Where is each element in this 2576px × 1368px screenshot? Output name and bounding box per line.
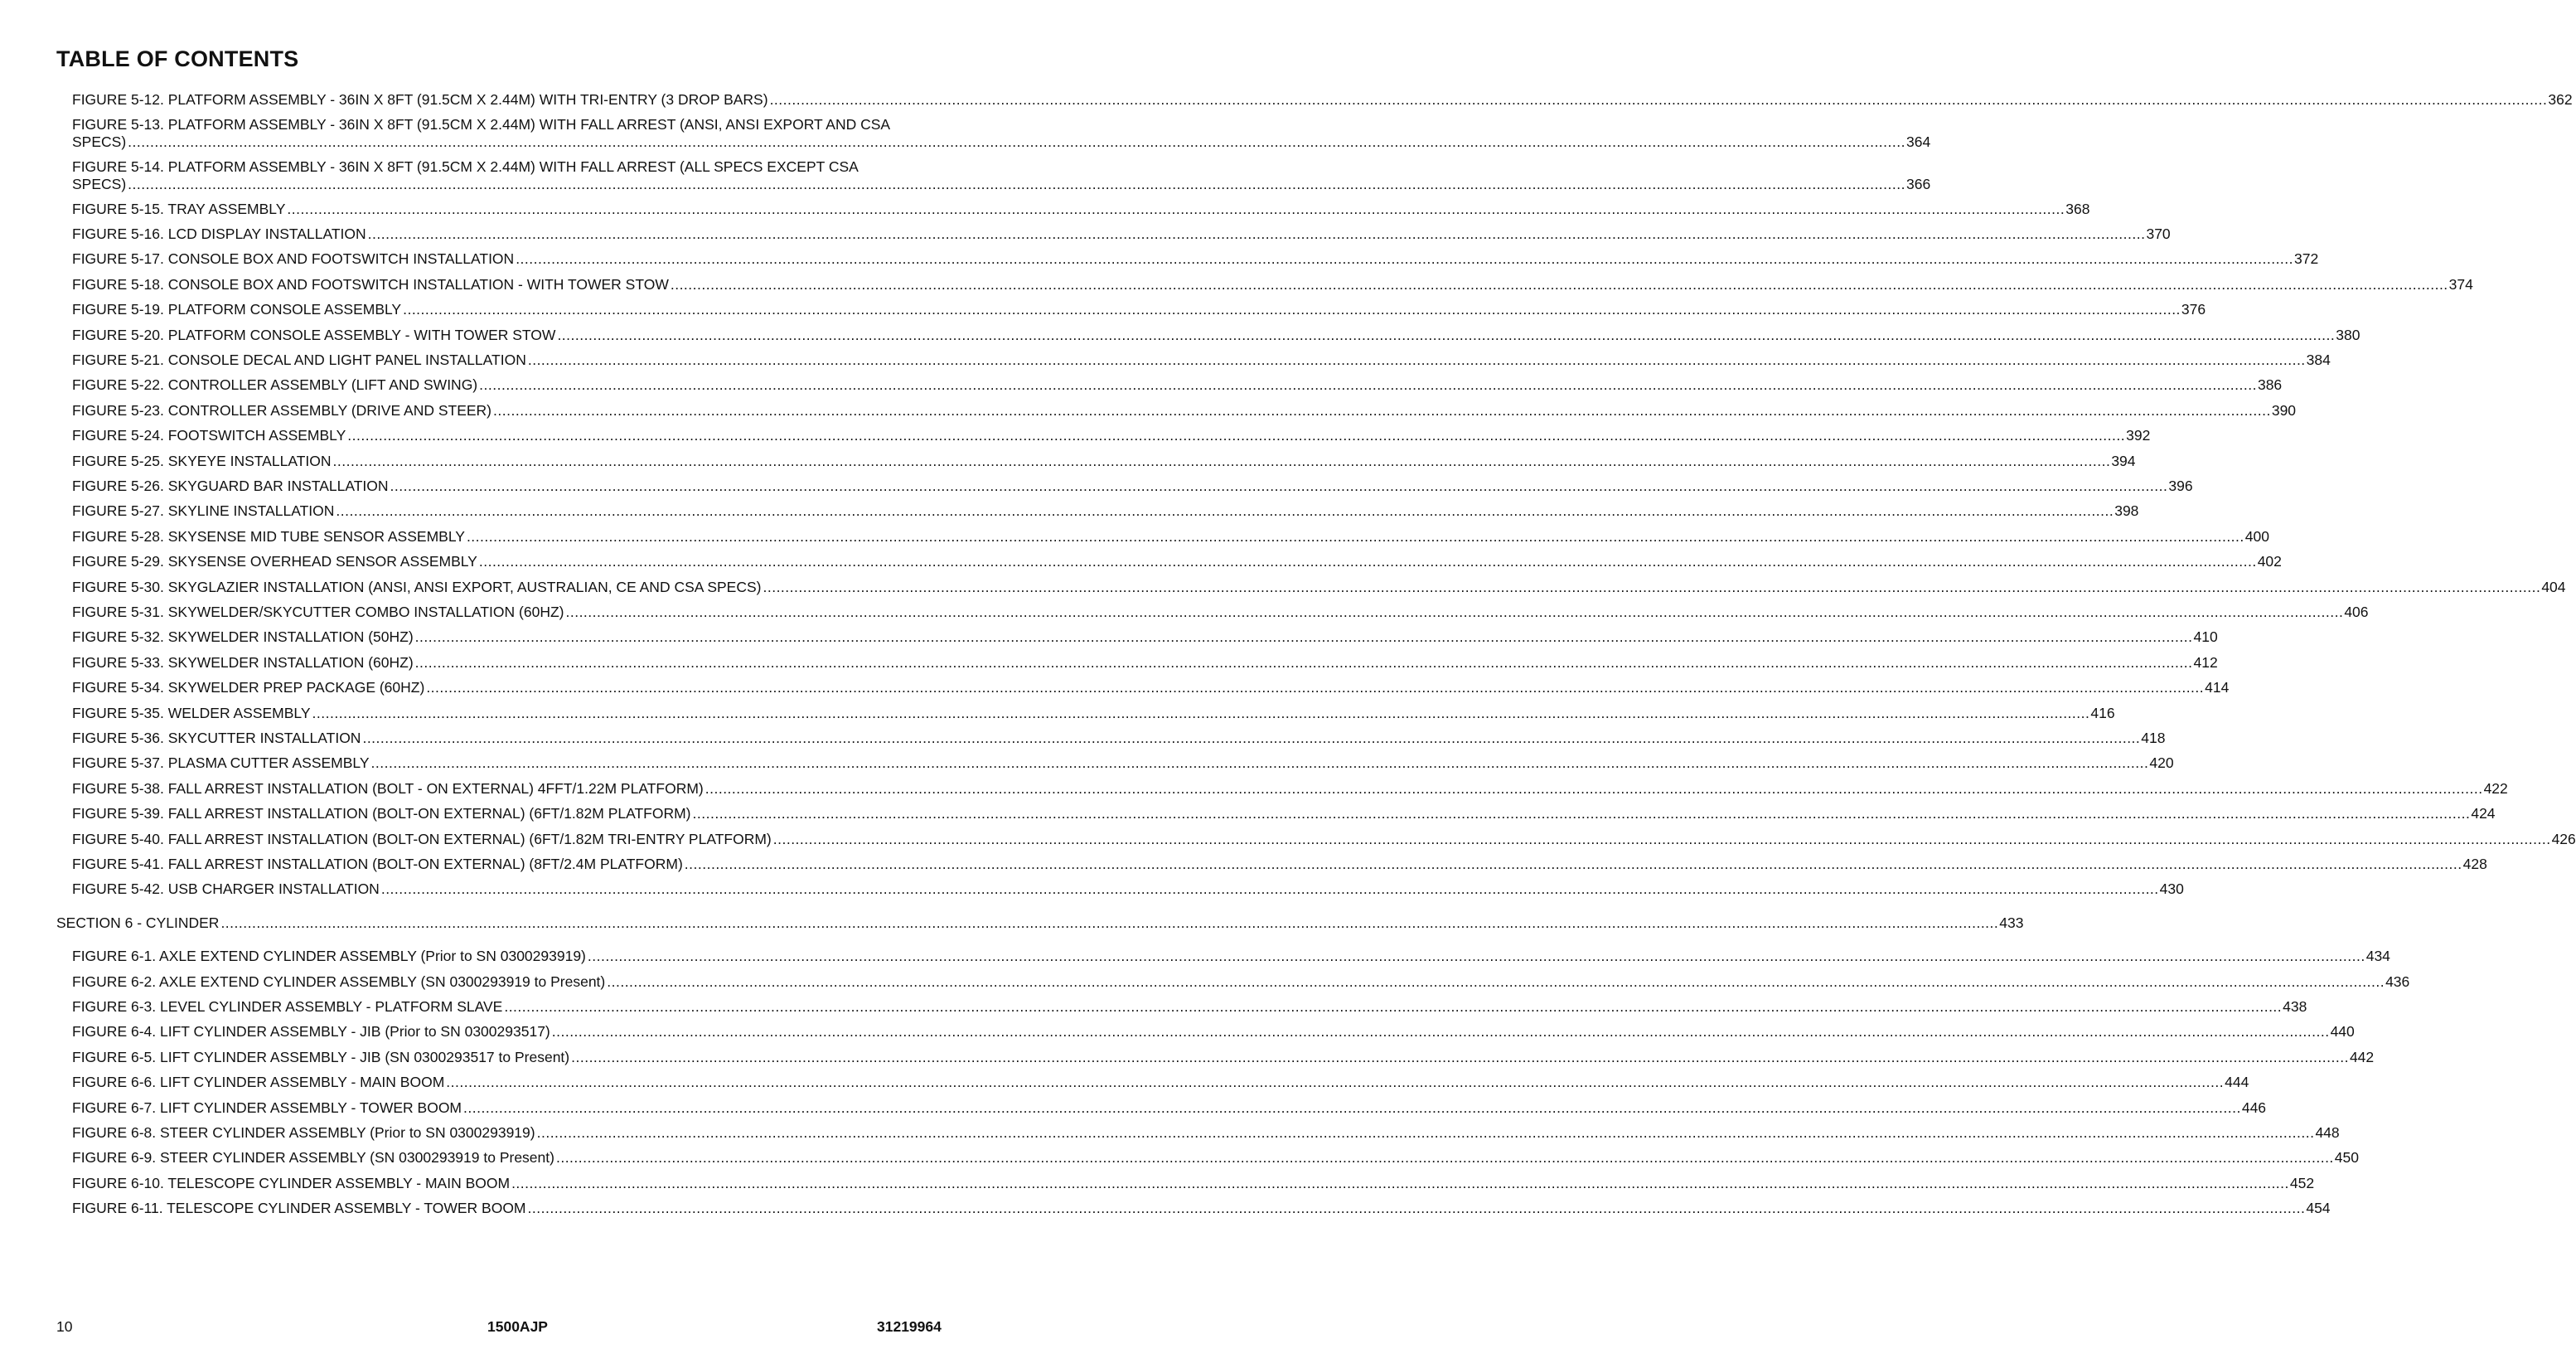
toc-entry-page-number: 390 bbox=[2271, 401, 2297, 419]
toc-figure-entry[interactable] bbox=[72, 502, 2139, 520]
dot-leader: ................................................................................................................................................................................................................................................................................................................................................................................................................ bbox=[769, 91, 2548, 108]
toc-entry-row bbox=[72, 326, 2361, 344]
toc-entry-title: FIGURE 6-3. LEVEL CYLINDER ASSEMBLY - PLATFORM SLAVE bbox=[72, 998, 503, 1015]
toc-figure-entry[interactable] bbox=[72, 158, 1931, 193]
toc-figure-entry[interactable] bbox=[72, 653, 2218, 672]
toc-entry-title: FIGURE 5-24. FOOTSWITCH ASSEMBLY bbox=[72, 427, 346, 444]
toc-entry-page-number: 384 bbox=[2306, 352, 2331, 368]
toc-figure-entry[interactable] bbox=[72, 754, 2174, 772]
toc-figure-entry[interactable] bbox=[72, 730, 2166, 747]
toc-entry-page-number: 374 bbox=[2448, 275, 2473, 293]
dot-leader: ................................................................................................................................................................................................................................................................................................................................................................................................................ bbox=[772, 830, 2551, 847]
toc-entry-title: FIGURE 5-18. CONSOLE BOX AND FOOTSWITCH INSTALLATION - WITH TOWER STOW bbox=[72, 275, 669, 293]
dot-leader: ................................................................................................................................................................................................................................................................................................................................................................................................................ bbox=[463, 1099, 2241, 1116]
toc-figure-entry[interactable] bbox=[72, 1200, 2331, 1217]
toc-entry-title: FIGURE 5-31. SKYWELDER/SKYCUTTER COMBO INSTALLATION (60HZ) bbox=[72, 604, 564, 620]
toc-figure-entry[interactable] bbox=[72, 856, 2487, 873]
dot-leader: ................................................................................................................................................................................................................................................................................................................................................................................................................ bbox=[551, 1023, 2330, 1041]
dot-leader: ................................................................................................................................................................................................................................................................................................................................................................................................................ bbox=[565, 604, 2344, 620]
toc-entry-page-number: 368 bbox=[2065, 200, 2090, 217]
toc-entry-title: FIGURE 5-40. FALL ARREST INSTALLATION (BOLT-ON EXTERNAL) (6FT/1.82M TRI-ENTRY PLATFORM) bbox=[72, 830, 772, 847]
dot-leader: ................................................................................................................................................................................................................................................................................................................................................................................................................ bbox=[414, 653, 2193, 671]
toc-entry-row bbox=[72, 133, 1931, 151]
toc-entry-row bbox=[72, 730, 2166, 747]
toc-entry-row bbox=[72, 502, 2139, 520]
dot-leader: ................................................................................................................................................................................................................................................................................................................................................................................................................ bbox=[390, 478, 2168, 494]
footer-model: 1500AJP bbox=[487, 1318, 548, 1335]
toc-entry-row bbox=[72, 1099, 2267, 1117]
toc-entry-title: FIGURE 5-39. FALL ARREST INSTALLATION (BOLT-ON EXTERNAL) (6FT/1.82M PLATFORM) bbox=[72, 805, 691, 822]
toc-entry-title: FIGURE 5-42. USB CHARGER INSTALLATION bbox=[72, 880, 380, 898]
toc-entry-row bbox=[72, 527, 2269, 546]
toc-figure-entry[interactable] bbox=[72, 1174, 2315, 1192]
toc-figure-entry[interactable] bbox=[72, 1149, 2359, 1167]
toc-figure-entry[interactable] bbox=[72, 301, 2206, 318]
toc-entry-row bbox=[72, 478, 2193, 495]
dot-leader: ................................................................................................................................................................................................................................................................................................................................................................................................................ bbox=[557, 326, 2336, 343]
toc-figure-entry[interactable] bbox=[72, 326, 2361, 344]
dot-leader: ................................................................................................................................................................................................................................................................................................................................................................................................................ bbox=[414, 628, 2193, 646]
toc-figure-entry[interactable] bbox=[72, 628, 2218, 646]
toc-entry-row bbox=[72, 176, 1931, 193]
toc-entry-page-number: 412 bbox=[2193, 653, 2218, 671]
toc-entry-page-number: 428 bbox=[2462, 856, 2487, 872]
toc-figure-entry[interactable] bbox=[72, 91, 2573, 109]
dot-leader: ................................................................................................................................................................................................................................................................................................................................................................................................................ bbox=[312, 704, 2090, 721]
toc-entry-row bbox=[72, 376, 2283, 394]
toc-entry-row bbox=[72, 704, 2115, 722]
toc-entry-row bbox=[72, 301, 2206, 318]
toc-entry-page-number: 430 bbox=[2159, 880, 2184, 898]
dot-leader: ................................................................................................................................................................................................................................................................................................................................................................................................................ bbox=[504, 998, 2283, 1015]
toc-entry-title-line: FIGURE 5-13. PLATFORM ASSEMBLY - 36IN X 8FT (91.5CM X 2.44M) WITH FALL ARREST (ANSI, ANSI EXPORT AND CSA bbox=[72, 116, 891, 133]
toc-entry-page-number: 424 bbox=[2471, 805, 2496, 822]
toc-entry-page-number: 380 bbox=[2336, 326, 2361, 343]
dot-leader: ................................................................................................................................................................................................................................................................................................................................................................................................................ bbox=[466, 527, 2244, 545]
toc-entry-title: FIGURE 6-11. TELESCOPE CYLINDER ASSEMBLY - TOWER BOOM bbox=[72, 1200, 526, 1217]
toc-entry-row bbox=[72, 578, 2566, 596]
toc-entry-row bbox=[72, 1200, 2331, 1217]
toc-entry-title: FIGURE 5-19. PLATFORM CONSOLE ASSEMBLY bbox=[72, 301, 402, 318]
toc-entry-row bbox=[72, 226, 2171, 243]
toc-figure-entry[interactable] bbox=[72, 553, 2282, 570]
toc-figure-entry[interactable] bbox=[72, 578, 2566, 596]
dot-leader: ................................................................................................................................................................................................................................................................................................................................................................................................................ bbox=[220, 914, 1999, 931]
toc-entry-title: FIGURE 5-33. SKYWELDER INSTALLATION (60HZ) bbox=[72, 653, 414, 671]
toc-entry-page-number: 414 bbox=[2205, 679, 2230, 696]
toc-entry-title: FIGURE 5-28. SKYSENSE MID TUBE SENSOR ASSEMBLY bbox=[72, 527, 465, 545]
toc-entry-page-number: 438 bbox=[2283, 998, 2307, 1015]
toc-entry-title: SPECS) bbox=[72, 176, 127, 192]
toc-figure-entry[interactable] bbox=[72, 880, 2184, 898]
dot-leader: ................................................................................................................................................................................................................................................................................................................................................................................................................ bbox=[692, 805, 2471, 822]
toc-entry-page-number: 422 bbox=[2483, 779, 2508, 797]
toc-entry-title: FIGURE 5-37. PLASMA CUTTER ASSEMBLY bbox=[72, 754, 370, 772]
toc-entry-row bbox=[72, 973, 2410, 991]
toc-entry-title: FIGURE 5-41. FALL ARREST INSTALLATION (BOLT-ON EXTERNAL) (8FT/2.4M PLATFORM) bbox=[72, 856, 683, 872]
toc-figure-entry[interactable] bbox=[72, 1099, 2267, 1117]
toc-entry-row bbox=[72, 805, 2496, 822]
toc-entry-row bbox=[72, 1074, 2249, 1091]
toc-entry-page-number: 433 bbox=[1999, 914, 2024, 931]
toc-entry-title: FIGURE 6-10. TELESCOPE CYLINDER ASSEMBLY - MAIN BOOM bbox=[72, 1174, 511, 1191]
dot-leader: ................................................................................................................................................................................................................................................................................................................................................................................................................ bbox=[571, 1048, 2349, 1065]
toc-entry-row bbox=[72, 352, 2331, 369]
toc-entry-page-number: 444 bbox=[2225, 1074, 2249, 1091]
toc-entry-page-number: 398 bbox=[2114, 502, 2139, 520]
toc-entry-title: FIGURE 6-9. STEER CYLINDER ASSEMBLY (SN 0300293919 to Present) bbox=[72, 1149, 554, 1167]
toc-entry-row bbox=[72, 679, 2230, 696]
dot-leader: ................................................................................................................................................................................................................................................................................................................................................................................................................ bbox=[380, 880, 2159, 898]
toc-entry-title: FIGURE 5-29. SKYSENSE OVERHEAD SENSOR ASSEMBLY bbox=[72, 553, 477, 570]
toc-entry-row bbox=[72, 250, 2319, 268]
toc-entry-title: FIGURE 6-5. LIFT CYLINDER ASSEMBLY - JIB (SN 0300293517 to Present) bbox=[72, 1048, 570, 1065]
toc-entry-page-number: 372 bbox=[2294, 250, 2319, 268]
toc-entry-row bbox=[72, 628, 2218, 646]
toc-entry-row bbox=[72, 604, 2369, 621]
toc-entry-row bbox=[72, 830, 2576, 848]
dot-leader: ................................................................................................................................................................................................................................................................................................................................................................................................................ bbox=[128, 133, 1905, 151]
toc-entry-row bbox=[56, 914, 2024, 932]
toc-entry-page-number: 400 bbox=[2244, 527, 2269, 545]
dot-leader: ................................................................................................................................................................................................................................................................................................................................................................................................................ bbox=[478, 553, 2257, 570]
dot-leader: ................................................................................................................................................................................................................................................................................................................................................................................................................ bbox=[332, 452, 2111, 469]
toc-entry-page-number: 362 bbox=[2548, 91, 2573, 108]
toc-entry-title: FIGURE 5-38. FALL ARREST INSTALLATION (BOLT - ON EXTERNAL) 4FFT/1.22M PLATFORM) bbox=[72, 779, 704, 797]
dot-leader: ................................................................................................................................................................................................................................................................................................................................................................................................................ bbox=[607, 973, 2385, 990]
toc-figure-entry[interactable] bbox=[72, 376, 2283, 394]
toc-entry-row bbox=[72, 880, 2184, 898]
toc-entry-title: FIGURE 5-15. TRAY ASSEMBLY bbox=[72, 200, 286, 217]
toc-entry-row bbox=[72, 200, 2090, 218]
toc-entry-page-number: 448 bbox=[2315, 1124, 2340, 1141]
dot-leader: ................................................................................................................................................................................................................................................................................................................................................................................................................ bbox=[493, 401, 2271, 419]
toc-figure-entry[interactable] bbox=[72, 973, 2410, 991]
dot-leader: ................................................................................................................................................................................................................................................................................................................................................................................................................ bbox=[536, 1124, 2315, 1141]
toc-entry-page-number: 406 bbox=[2344, 604, 2369, 620]
toc-entry-page-number: 450 bbox=[2334, 1149, 2359, 1167]
footer-page-number: 10 bbox=[56, 1318, 73, 1335]
dot-leader: ................................................................................................................................................................................................................................................................................................................................................................................................................ bbox=[555, 1149, 2334, 1167]
toc-figure-entry[interactable] bbox=[72, 679, 2230, 696]
toc-entry-row bbox=[72, 1023, 2355, 1041]
toc-entry-page-number: 434 bbox=[2365, 948, 2390, 965]
dot-leader: ................................................................................................................................................................................................................................................................................................................................................................................................................ bbox=[587, 948, 2365, 965]
toc-entry-title: FIGURE 5-36. SKYCUTTER INSTALLATION bbox=[72, 730, 361, 746]
toc-entry-row bbox=[72, 427, 2151, 444]
dot-leader: ................................................................................................................................................................................................................................................................................................................................................................................................................ bbox=[684, 856, 2462, 872]
toc-entry-page-number: 394 bbox=[2111, 452, 2136, 469]
dot-leader: ................................................................................................................................................................................................................................................................................................................................................................................................................ bbox=[670, 275, 2448, 293]
toc-entry-page-number: 376 bbox=[2181, 301, 2206, 318]
toc-figure-entry[interactable] bbox=[72, 830, 2576, 848]
toc-entry-title: FIGURE 6-6. LIFT CYLINDER ASSEMBLY - MAIN BOOM bbox=[72, 1074, 445, 1091]
toc-entry-row bbox=[72, 779, 2508, 798]
toc-entry-row bbox=[72, 1174, 2315, 1192]
toc-entry-title: FIGURE 5-30. SKYGLAZIER INSTALLATION (ANSI, ANSI EXPORT, AUSTRALIAN, CE AND CSA SPECS) bbox=[72, 578, 762, 595]
toc-entry-title: SECTION 6 - CYLINDER bbox=[56, 914, 220, 931]
toc-entry-page-number: 392 bbox=[2126, 427, 2151, 444]
dot-leader: ................................................................................................................................................................................................................................................................................................................................................................................................................ bbox=[516, 250, 2294, 268]
dot-leader: ................................................................................................................................................................................................................................................................................................................................................................................................................ bbox=[370, 754, 2149, 772]
dot-leader: ................................................................................................................................................................................................................................................................................................................................................................................................................ bbox=[446, 1074, 2225, 1091]
toc-entry-title-line: FIGURE 5-14. PLATFORM ASSEMBLY - 36IN X 8FT (91.5CM X 2.44M) WITH FALL ARREST (ALL SPECS EXCEPT CSA bbox=[72, 158, 859, 175]
toc-figure-entry[interactable] bbox=[72, 998, 2307, 1016]
toc-entry-row bbox=[72, 754, 2174, 772]
toc-entry-page-number: 366 bbox=[1905, 176, 1931, 192]
toc-figure-entry[interactable] bbox=[72, 452, 2136, 470]
toc-entry-row bbox=[72, 91, 2573, 109]
toc-figure-entry[interactable] bbox=[72, 401, 2297, 420]
toc-figure-entry[interactable] bbox=[72, 1074, 2249, 1091]
toc-entry-page-number: 416 bbox=[2090, 704, 2115, 721]
toc-entry-row bbox=[72, 948, 2390, 965]
toc-figure-entry[interactable] bbox=[72, 1023, 2355, 1041]
toc-figure-entry[interactable] bbox=[72, 704, 2115, 722]
toc-entry-row bbox=[72, 452, 2136, 470]
toc-entry-page-number: 440 bbox=[2330, 1023, 2355, 1041]
toc-entry-title: FIGURE 5-27. SKYLINE INSTALLATION bbox=[72, 502, 335, 520]
toc-entry-row bbox=[72, 1149, 2359, 1167]
dot-leader: ................................................................................................................................................................................................................................................................................................................................................................................................................ bbox=[527, 352, 2306, 368]
toc-entry-page-number: 442 bbox=[2349, 1048, 2375, 1065]
toc-entry-row bbox=[72, 553, 2282, 570]
toc-figure-entry[interactable] bbox=[72, 427, 2151, 444]
toc-figure-entry[interactable] bbox=[72, 805, 2496, 822]
toc-entry-title: FIGURE 5-12. PLATFORM ASSEMBLY - 36IN X 8FT (91.5CM X 2.44M) WITH TRI-ENTRY (3 DROP BARS) bbox=[72, 91, 768, 108]
toc-entry-page-number: 364 bbox=[1905, 133, 1931, 151]
dot-leader: ................................................................................................................................................................................................................................................................................................................................................................................................................ bbox=[479, 376, 2257, 394]
dot-leader: ................................................................................................................................................................................................................................................................................................................................................................................................................ bbox=[287, 200, 2065, 217]
toc-figure-entry[interactable] bbox=[72, 275, 2473, 293]
toc-entry-page-number: 426 bbox=[2551, 830, 2576, 847]
toc-entry-title: FIGURE 6-4. LIFT CYLINDER ASSEMBLY - JIB (Prior to SN 0300293517) bbox=[72, 1023, 550, 1041]
page-title: TABLE OF CONTENTS bbox=[56, 46, 299, 71]
toc-entry-title: FIGURE 5-16. LCD DISPLAY INSTALLATION bbox=[72, 226, 366, 242]
dot-leader: ................................................................................................................................................................................................................................................................................................................................................................................................................ bbox=[403, 301, 2181, 318]
toc-figure-entry[interactable] bbox=[72, 527, 2269, 546]
toc-figure-entry[interactable] bbox=[72, 226, 2171, 243]
toc-entry-page-number: 370 bbox=[2146, 226, 2171, 242]
toc-entry-row bbox=[72, 1124, 2340, 1142]
toc-figure-entry[interactable] bbox=[72, 200, 2090, 218]
toc-entry-page-number: 452 bbox=[2289, 1174, 2315, 1191]
toc-section-entry[interactable] bbox=[56, 914, 2024, 932]
toc-figure-entry[interactable] bbox=[72, 478, 2193, 495]
dot-leader: ................................................................................................................................................................................................................................................................................................................................................................................................................ bbox=[336, 502, 2114, 520]
toc-entry-title: FIGURE 5-20. PLATFORM CONSOLE ASSEMBLY - WITH TOWER STOW bbox=[72, 326, 556, 343]
toc-entry-row bbox=[72, 653, 2218, 672]
toc-figure-entry[interactable] bbox=[72, 250, 2319, 268]
toc-entry-title: FIGURE 5-21. CONSOLE DECAL AND LIGHT PANEL INSTALLATION bbox=[72, 352, 526, 368]
toc-entry-title: FIGURE 5-25. SKYEYE INSTALLATION bbox=[72, 452, 332, 469]
dot-leader: ................................................................................................................................................................................................................................................................................................................................................................................................................ bbox=[128, 176, 1905, 192]
toc-entry-row bbox=[72, 1048, 2375, 1066]
toc-figure-entry[interactable] bbox=[72, 948, 2390, 965]
toc-figure-entry[interactable] bbox=[72, 604, 2369, 621]
toc-entry-page-number: 420 bbox=[2149, 754, 2174, 772]
dot-leader: ................................................................................................................................................................................................................................................................................................................................................................................................................ bbox=[362, 730, 2141, 746]
toc-entry-title: FIGURE 5-34. SKYWELDER PREP PACKAGE (60HZ) bbox=[72, 679, 425, 696]
toc-figure-entry[interactable] bbox=[72, 116, 1931, 151]
dot-leader: ................................................................................................................................................................................................................................................................................................................................................................................................................ bbox=[705, 779, 2483, 797]
toc-entry-page-number: 446 bbox=[2241, 1099, 2267, 1116]
toc-figure-entry[interactable] bbox=[72, 1124, 2340, 1142]
toc-entry-page-number: 404 bbox=[2541, 578, 2566, 595]
toc-entry-title: FIGURE 5-23. CONTROLLER ASSEMBLY (DRIVE AND STEER) bbox=[72, 401, 492, 419]
toc-entry-title: FIGURE 5-32. SKYWELDER INSTALLATION (50HZ) bbox=[72, 628, 414, 646]
toc-figure-entry[interactable] bbox=[72, 779, 2508, 798]
dot-leader: ................................................................................................................................................................................................................................................................................................................................................................................................................ bbox=[763, 578, 2541, 595]
toc-entry-page-number: 410 bbox=[2193, 628, 2218, 646]
toc-entry-page-number: 386 bbox=[2257, 376, 2283, 394]
toc-entry-row bbox=[72, 401, 2297, 420]
dot-leader: ................................................................................................................................................................................................................................................................................................................................................................................................................ bbox=[426, 679, 2205, 696]
footer-doc-number: 31219964 bbox=[877, 1318, 942, 1335]
toc-entry-row bbox=[72, 856, 2487, 873]
toc-entry-page-number: 418 bbox=[2141, 730, 2166, 746]
toc-entry-row bbox=[72, 998, 2307, 1016]
toc-entry-page-number: 402 bbox=[2257, 553, 2282, 570]
toc-entry-title: FIGURE 6-8. STEER CYLINDER ASSEMBLY (Prior to SN 0300293919) bbox=[72, 1124, 535, 1141]
toc-entry-page-number: 436 bbox=[2385, 973, 2410, 990]
toc-entry-title: FIGURE 5-17. CONSOLE BOX AND FOOTSWITCH INSTALLATION bbox=[72, 250, 515, 268]
toc-figure-entry[interactable] bbox=[72, 352, 2331, 369]
dot-leader: ................................................................................................................................................................................................................................................................................................................................................................................................................ bbox=[511, 1174, 2289, 1191]
toc-entry-page-number: 396 bbox=[2168, 478, 2193, 494]
toc-entry-row bbox=[72, 275, 2473, 293]
toc-entry-title: FIGURE 6-2. AXLE EXTEND CYLINDER ASSEMBLY (SN 0300293919 to Present) bbox=[72, 973, 606, 990]
toc-entry-title: FIGURE 5-35. WELDER ASSEMBLY bbox=[72, 704, 311, 721]
toc-entry-title: FIGURE 6-7. LIFT CYLINDER ASSEMBLY - TOWER BOOM bbox=[72, 1099, 462, 1116]
dot-leader: ................................................................................................................................................................................................................................................................................................................................................................................................................ bbox=[527, 1200, 2306, 1217]
toc-entry-title: FIGURE 6-1. AXLE EXTEND CYLINDER ASSEMBLY (Prior to SN 0300293919) bbox=[72, 948, 586, 965]
toc-figure-entry[interactable] bbox=[72, 1048, 2375, 1066]
toc-entry-title: FIGURE 5-26. SKYGUARD BAR INSTALLATION bbox=[72, 478, 389, 494]
toc-entry-title: FIGURE 5-22. CONTROLLER ASSEMBLY (LIFT AND SWING) bbox=[72, 376, 478, 394]
toc-entry-title: SPECS) bbox=[72, 133, 127, 151]
dot-leader: ................................................................................................................................................................................................................................................................................................................................................................................................................ bbox=[347, 427, 2126, 444]
dot-leader: ................................................................................................................................................................................................................................................................................................................................................................................................................ bbox=[367, 226, 2146, 242]
toc-entry-page-number: 454 bbox=[2306, 1200, 2331, 1217]
